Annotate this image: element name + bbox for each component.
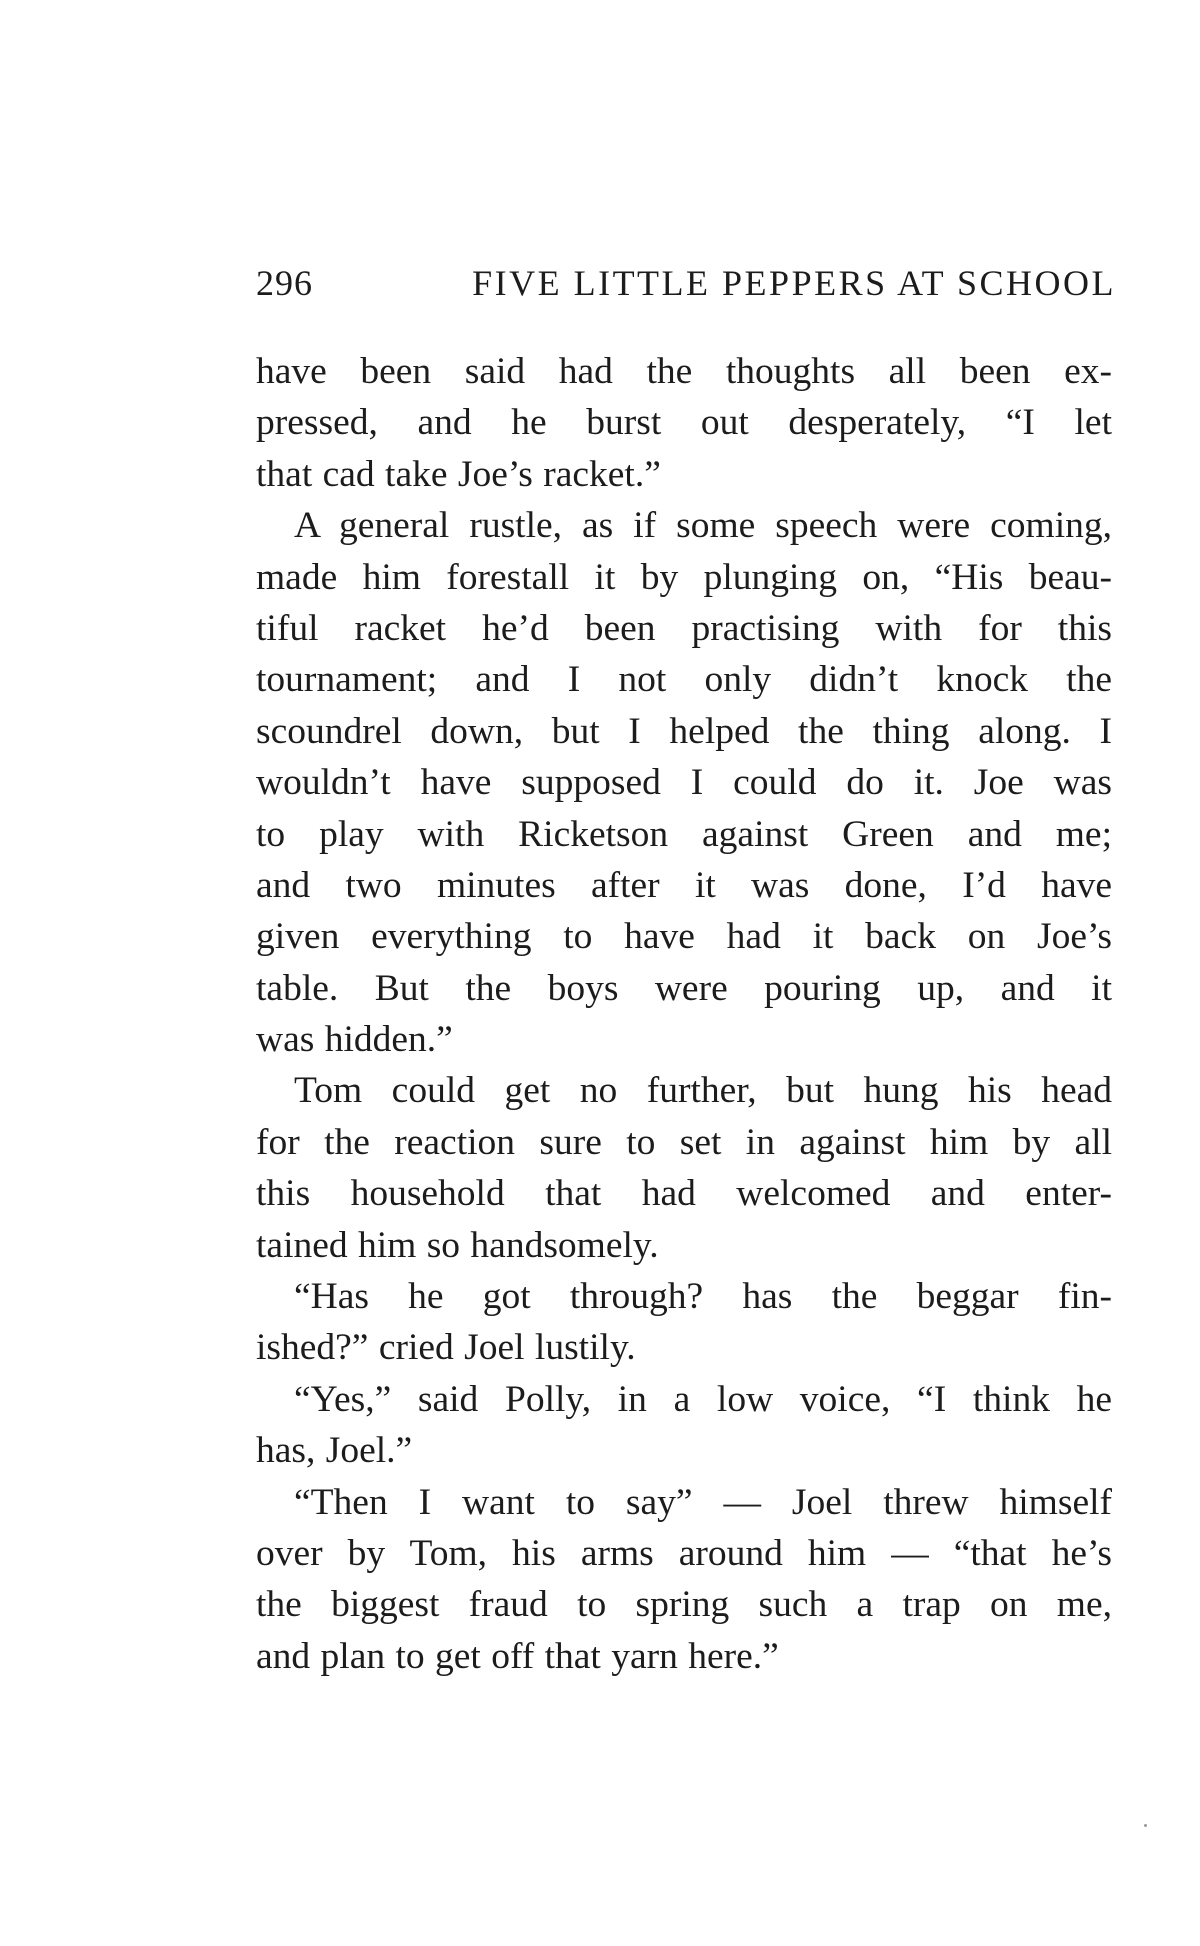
text-line: ished?” cried Joel lustily. — [256, 1327, 636, 1369]
text-line: was hidden.” — [256, 1019, 453, 1061]
page-number: 296 — [256, 263, 313, 303]
paragraph — [256, 1477, 1112, 1683]
text-line: tiful racket he’d been practising with for this — [256, 607, 1112, 649]
text-line: made him forestall it by plunging on, “His beau- — [256, 556, 1112, 598]
running-head — [256, 262, 1116, 306]
text-line: and two minutes after it was done, I’d have — [256, 864, 1112, 906]
text-line: given everything to have had it back on Joe’s — [256, 916, 1112, 958]
book-title: FIVE LITTLE PEPPERS AT SCHOOL — [472, 263, 1116, 303]
text-line: have been said had the thoughts all been ex- — [256, 351, 1112, 392]
body-text — [256, 346, 1112, 1682]
paragraph — [256, 1271, 1112, 1374]
text-line: over by Tom, his arms around him — “that he’s — [256, 1532, 1112, 1574]
paragraph — [256, 500, 1112, 1065]
text-line: that cad take Joe’s racket.” — [256, 453, 661, 495]
text-line: wouldn’t have supposed I could do it. Joe was — [256, 762, 1112, 804]
text-line: the biggest fraud to spring such a trap on me, — [256, 1584, 1112, 1626]
text-line: for the reaction sure to set in against him by all — [256, 1121, 1112, 1163]
text-line: “Yes,” said Polly, in a low voice, “I think he — [294, 1378, 1112, 1420]
text-line: pressed, and he burst out desperately, “I let — [256, 402, 1112, 444]
text-line: scoundrel down, but I helped the thing along. I — [256, 710, 1112, 752]
text-line: to play with Ricketson against Green and me; — [256, 813, 1112, 855]
text-line: tained him so handsomely. — [256, 1224, 659, 1266]
text-line: this household that had welcomed and enter- — [256, 1173, 1112, 1215]
text-line: table. But the boys were pouring up, and it — [256, 967, 1112, 1009]
text-line: tournament; and I not only didn’t knock the — [256, 659, 1112, 701]
paragraph — [256, 346, 1112, 500]
text-line: “Then I want to say” — Joel threw himself — [294, 1481, 1112, 1523]
text-line: A general rustle, as if some speech were coming, — [294, 505, 1112, 547]
paragraph — [256, 1065, 1112, 1271]
text-line: Tom could get no further, but hung his head — [294, 1070, 1112, 1112]
text-line: “Has he got through? has the beggar fin- — [294, 1276, 1112, 1318]
text-line: and plan to get off that yarn here.” — [256, 1635, 779, 1677]
paper-speck — [1144, 1824, 1147, 1827]
text-line: has, Joel.” — [256, 1430, 413, 1472]
paragraph — [256, 1374, 1112, 1477]
